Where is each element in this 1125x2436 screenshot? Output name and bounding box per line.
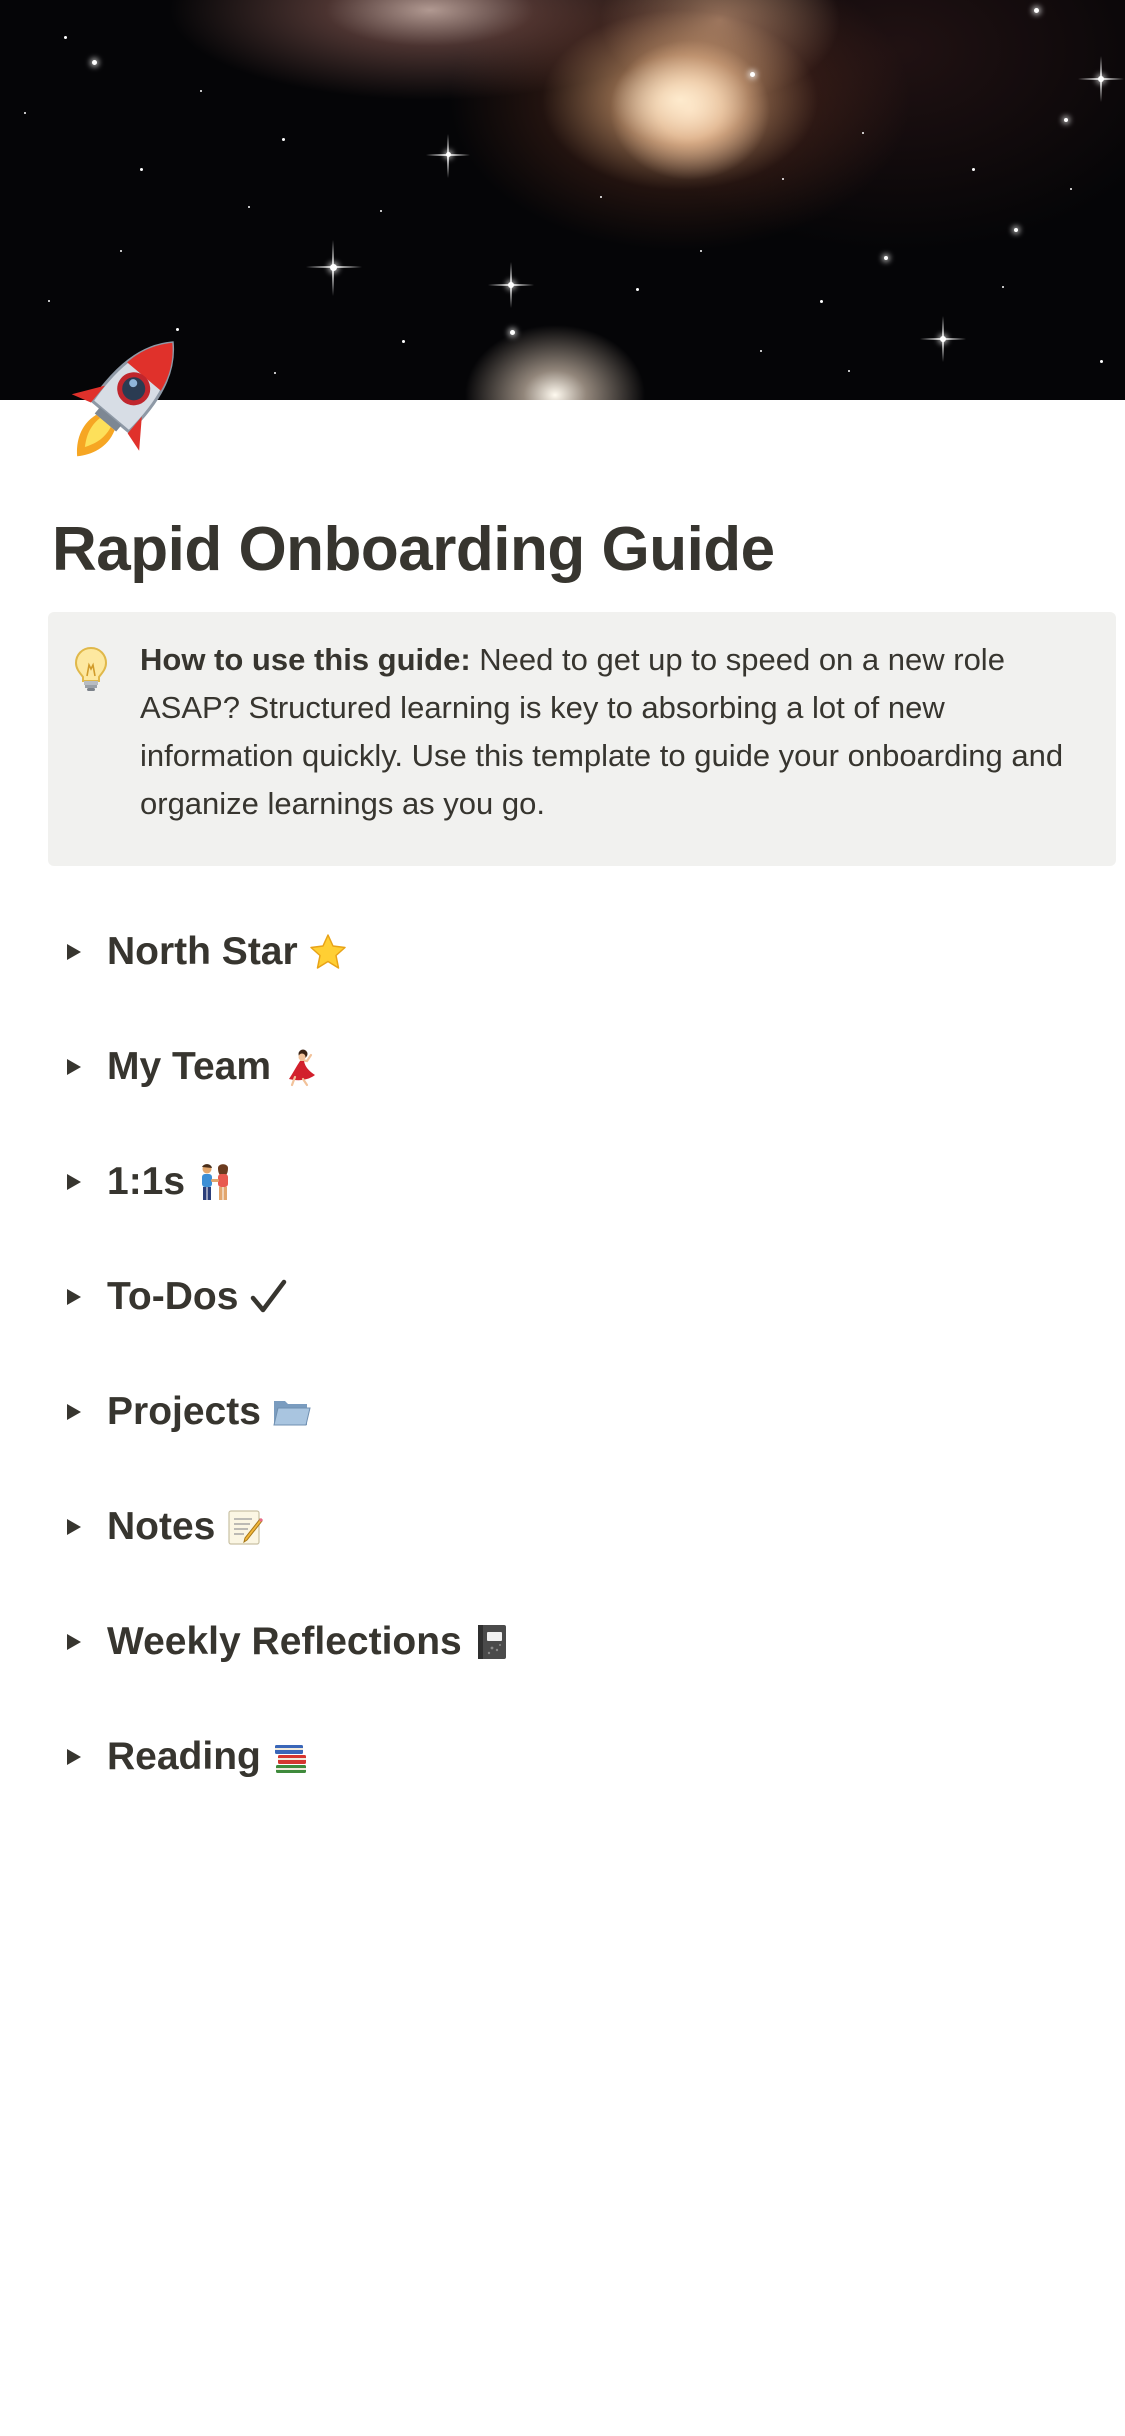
- page-title[interactable]: Rapid Onboarding Guide: [52, 515, 775, 584]
- toggle-label: Projects: [107, 1390, 261, 1433]
- toggle-my-team[interactable]: [48, 1027, 1048, 1107]
- star-icon: [308, 932, 348, 972]
- toggle-label: To-Dos: [107, 1275, 239, 1318]
- toggle-label: 1:1s: [107, 1160, 186, 1203]
- toggle-arrow-icon[interactable]: [48, 1503, 96, 1551]
- toggle-label: Weekly Reflections: [107, 1620, 462, 1663]
- notebook-icon: [472, 1622, 512, 1662]
- check-mark-icon: [248, 1277, 288, 1317]
- toggle-weekly-reflections[interactable]: [48, 1602, 1048, 1682]
- toggle-label: Reading: [107, 1735, 261, 1778]
- rocket-icon[interactable]: [46, 318, 206, 478]
- memo-icon: [225, 1507, 265, 1547]
- lightbulb-icon[interactable]: [74, 646, 108, 692]
- toggle-arrow-icon[interactable]: [48, 1043, 96, 1091]
- callout-text[interactable]: [140, 636, 1090, 828]
- books-icon: [271, 1737, 311, 1777]
- two-people-icon: [195, 1162, 235, 1202]
- toggle-north-star[interactable]: [48, 912, 1048, 992]
- toggle-one-on-ones[interactable]: [48, 1142, 1048, 1222]
- callout-lead: How to use this guide:: [140, 642, 471, 677]
- toggle-arrow-icon[interactable]: [48, 1388, 96, 1436]
- callout-body: Need to get up to speed on a new role ASAP? Structured learning is key to absorbing a lot of new information quickly. Use this template to guide your onboarding and organize learnings as you go.: [140, 642, 1064, 821]
- toggle-arrow-icon[interactable]: [48, 1733, 96, 1781]
- toggle-reading[interactable]: [48, 1717, 1048, 1797]
- callout-block[interactable]: [48, 612, 1116, 866]
- toggle-arrow-icon[interactable]: [48, 1158, 96, 1206]
- toggle-arrow-icon[interactable]: [48, 1618, 96, 1666]
- toggle-arrow-icon[interactable]: [48, 928, 96, 976]
- folder-icon: [271, 1392, 311, 1432]
- dancer-icon: [281, 1047, 321, 1087]
- toggle-notes[interactable]: [48, 1487, 1048, 1567]
- toggle-arrow-icon[interactable]: [48, 1273, 96, 1321]
- toggle-to-dos[interactable]: [48, 1257, 1048, 1337]
- toggle-label: Notes: [107, 1505, 216, 1548]
- toggle-label: North Star: [107, 930, 298, 973]
- toggle-label: My Team: [107, 1045, 271, 1088]
- toggle-projects[interactable]: [48, 1372, 1048, 1452]
